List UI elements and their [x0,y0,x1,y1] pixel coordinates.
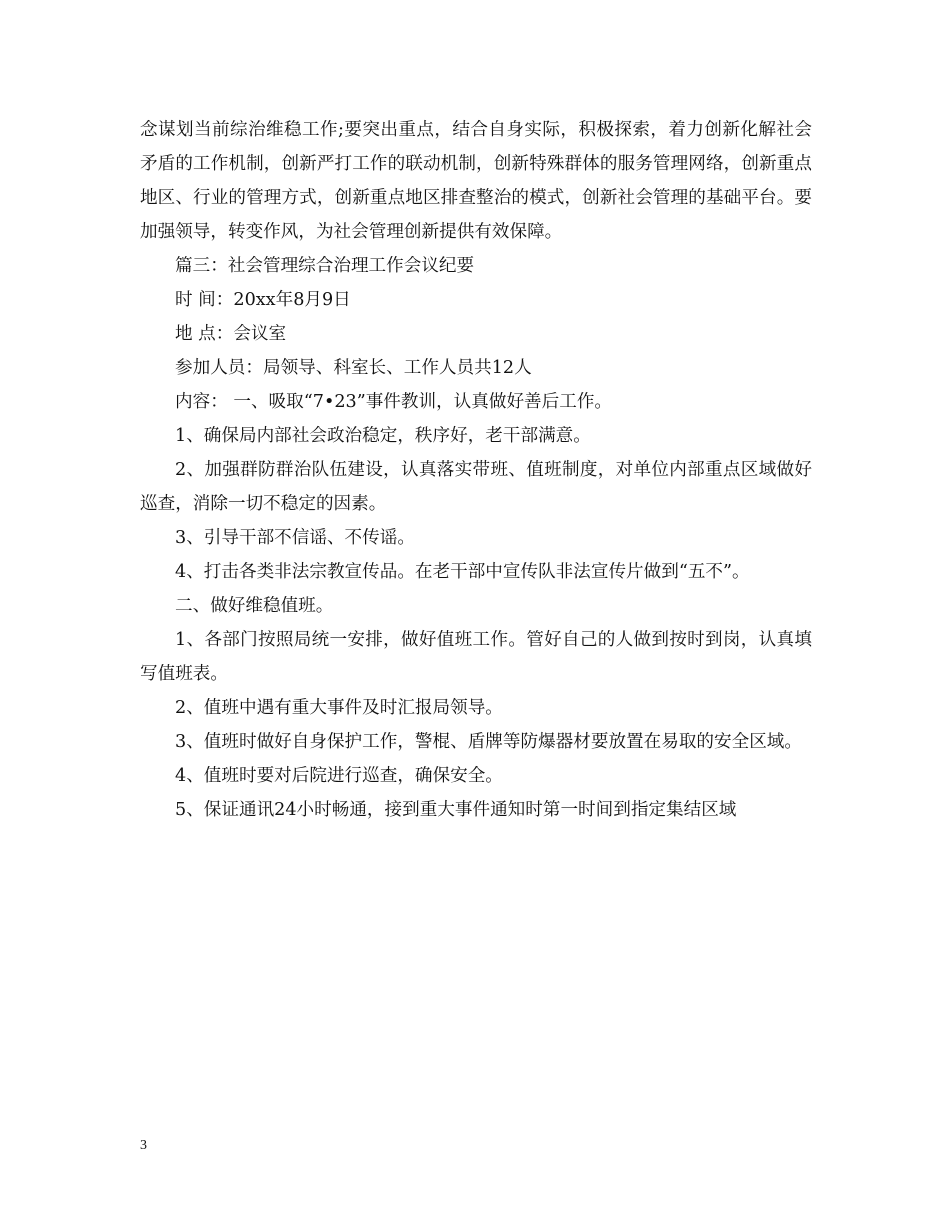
meeting-time: 时 间：20xx年8月9日 [175,290,351,310]
list-item: 2、加强群防群治队伍建设，认真落实带班、值班制度，对单位内部重点区域做好巡查，消除一切不稳定的因素。 [140,460,812,514]
list-item: 1、确保局内部社会政治稳定，秩序好，老干部满意。 [175,426,591,446]
list-item: 4、打击各类非法宗教宣传品。在老干部中宣传队非法宣传片做到“五不”。 [175,562,750,582]
paragraph-continuation: 念谋划当前综治维稳工作;要突出重点，结合自身实际，积极探索，着力创新化解社会矛盾的工作机制，创新严打工作的联动机制，创新特殊群体的服务管理网络，创新重点地区、行业的管理方式，创新重点地区排查整治的模式，创新社会管理的基础平台。要加强领导，转变作风，为社会管理创新提供有效保障。 [140,120,812,242]
list-item: 2、值班中遇有重大事件及时汇报局领导。 [175,698,503,718]
list-item: 3、值班时做好自身保护工作，警棍、盾牌等防爆器材要放置在易取的安全区域。 [175,732,802,752]
list-item: 3、引导干部不信谣、不传谣。 [175,528,415,548]
meeting-attendees: 参加人员：局领导、科室长、工作人员共12人 [175,358,532,378]
list-item: 4、值班时要对后院进行巡查，确保安全。 [175,766,503,786]
meeting-location: 地 点：会议室 [175,324,287,344]
list-item: 1、各部门按照局统一安排，做好值班工作。管好自己的人做到按时到岗，认真填写值班表。 [140,630,812,684]
document-body [140,113,812,827]
content-item-two: 二、做好维稳值班。 [175,596,334,616]
content-item-one: 内容： 一、吸取“7•23”事件教训，认真做好善后工作。 [175,392,613,412]
section-heading: 篇三：社会管理综合治理工作会议纪要 [175,256,475,276]
page-number: 3 [140,1138,147,1153]
list-item: 5、保证通讯24小时畅通，接到重大事件通知时第一时间到指定集结区域 [175,800,737,820]
